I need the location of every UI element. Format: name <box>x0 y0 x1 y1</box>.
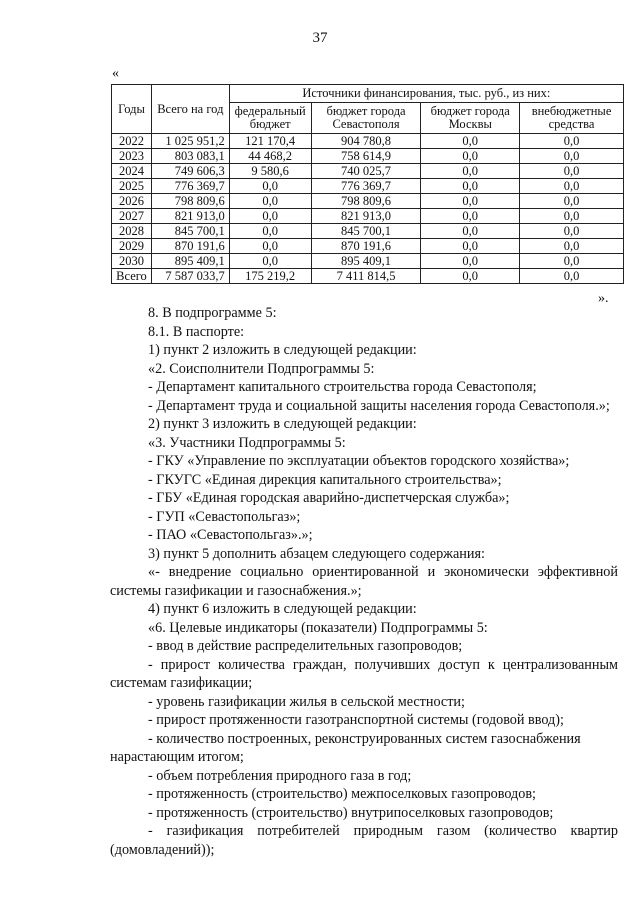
cell-city-budget: 845 700,1 <box>311 224 421 239</box>
cell-federal: 0,0 <box>229 194 311 209</box>
cell-federal: 9 580,6 <box>229 164 311 179</box>
paragraph: «- внедрение социально ориентированной и экономически эффективной системы газификации и газоснабжения.»; <box>110 564 618 599</box>
cell-moscow-budget: 0,0 <box>421 269 520 284</box>
cell-year: 2025 <box>112 179 152 194</box>
cell-federal: 0,0 <box>229 239 311 254</box>
cell-year: 2027 <box>112 209 152 224</box>
cell-extrabudgetary: 0,0 <box>520 149 624 164</box>
cell-city-budget: 904 780,8 <box>311 134 421 149</box>
paragraph: - ГУП «Севастопольгаз»; <box>148 508 301 525</box>
table-row <box>112 149 624 164</box>
paragraph: - уровень газификации жилья в сельской местности; <box>148 693 465 710</box>
cell-moscow-budget: 0,0 <box>421 164 520 179</box>
paragraph: - количество построенных, реконструированных систем газоснабжения нарастающим итогом; <box>110 730 581 765</box>
paragraph: - ГКУГС «Единая дирекция капитального строительства»; <box>148 471 502 488</box>
paragraph: - протяженность (строительство) межпоселковых газопроводов; <box>148 786 537 802</box>
cell-extrabudgetary: 0,0 <box>520 254 624 269</box>
cell-year: 2028 <box>112 224 152 239</box>
cell-total: 749 606,3 <box>151 164 229 179</box>
header-years: Годы <box>112 85 152 134</box>
cell-total: 798 809,6 <box>151 194 229 209</box>
header-city-budget: бюджет города Севастополя <box>311 103 421 134</box>
header-moscow-budget: бюджет города Москвы <box>421 103 520 134</box>
cell-total: 803 083,1 <box>151 149 229 164</box>
paragraph: 1) пункт 2 изложить в следующей редакции: <box>148 342 417 358</box>
paragraph: 4) пункт 6 изложить в следующей редакции: <box>148 601 417 617</box>
cell-federal: 0,0 <box>229 179 311 194</box>
cell-federal: 44 468,2 <box>229 149 311 164</box>
cell-moscow-budget: 0,0 <box>421 239 520 254</box>
page-number: 37 <box>312 30 328 46</box>
cell-extrabudgetary: 0,0 <box>520 164 624 179</box>
cell-extrabudgetary: 0,0 <box>520 239 624 254</box>
paragraph: «3. Участники Подпрограммы 5: <box>148 434 346 451</box>
cell-extrabudgetary: 0,0 <box>520 209 624 224</box>
paragraph: - газификация потребителей природным газом (количество квартир (домовладений)); <box>110 823 618 858</box>
cell-federal: 121 170,4 <box>229 134 311 149</box>
cell-total: 821 913,0 <box>151 209 229 224</box>
cell-moscow-budget: 0,0 <box>421 224 520 239</box>
table-row <box>112 239 624 254</box>
cell-total: 776 369,7 <box>151 179 229 194</box>
header-extrabudgetary: внебюджетные средства <box>520 103 624 134</box>
cell-moscow-budget: 0,0 <box>421 209 520 224</box>
table-row <box>112 224 624 239</box>
table-row <box>112 269 624 284</box>
paragraph: - ввод в действие распределительных газопроводов; <box>148 638 463 654</box>
cell-year: 2024 <box>112 164 152 179</box>
cell-total: 7 587 033,7 <box>151 269 229 284</box>
cell-moscow-budget: 0,0 <box>421 194 520 209</box>
table-row <box>112 194 624 209</box>
table-row <box>112 254 624 269</box>
cell-city-budget: 740 025,7 <box>311 164 421 179</box>
paragraph: - ГКУ «Управление по эксплуатации объектов городского хозяйства»; <box>148 453 570 469</box>
cell-year: 2029 <box>112 239 152 254</box>
table-row <box>112 179 624 194</box>
cell-extrabudgetary: 0,0 <box>520 179 624 194</box>
paragraph: - ПАО «Севастопольгаз».»; <box>148 527 313 543</box>
cell-year: 2023 <box>112 149 152 164</box>
cell-total: 845 700,1 <box>151 224 229 239</box>
paragraph: - Департамент труда и социальной защиты населения города Севастополя.»; <box>148 397 610 414</box>
cell-federal: 0,0 <box>229 224 311 239</box>
paragraph: 8. В подпрограмме 5: <box>148 305 277 321</box>
cell-extrabudgetary: 0,0 <box>520 269 624 284</box>
cell-year: 2030 <box>112 254 152 269</box>
cell-city-budget: 821 913,0 <box>311 209 421 224</box>
table-body <box>112 134 624 284</box>
cell-city-budget: 798 809,6 <box>311 194 421 209</box>
table-row <box>112 209 624 224</box>
paragraph: - протяженность (строительство) внутрипоселковых газопроводов; <box>148 804 554 821</box>
cell-extrabudgetary: 0,0 <box>520 134 624 149</box>
cell-year: 2026 <box>112 194 152 209</box>
opening-quote: « <box>112 66 119 81</box>
cell-moscow-budget: 0,0 <box>421 134 520 149</box>
paragraph: - прирост протяженности газотранспортной системы (годовой ввод); <box>148 712 564 728</box>
cell-city-budget: 758 614,9 <box>311 149 421 164</box>
paragraph: «2. Соисполнители Подпрограммы 5: <box>148 360 375 377</box>
cell-city-budget: 776 369,7 <box>311 179 421 194</box>
financing-table <box>111 84 624 284</box>
paragraph: 2) пункт 3 изложить в следующей редакции: <box>148 416 417 432</box>
table-row <box>112 164 624 179</box>
paragraph: - объем потребления природного газа в год; <box>148 767 412 784</box>
paragraph: 8.1. В паспорте: <box>148 323 245 340</box>
cell-total: 1 025 951,2 <box>151 134 229 149</box>
paragraph: - прирост количества граждан, получивших доступ к централизованным системам газификации; <box>110 656 618 691</box>
cell-moscow-budget: 0,0 <box>421 254 520 269</box>
paragraph: 3) пункт 5 дополнить абзацем следующего содержания: <box>148 545 485 562</box>
cell-federal: 0,0 <box>229 254 311 269</box>
paragraph: - ГБУ «Единая городская аварийно-диспетчерская служба»; <box>148 490 510 506</box>
cell-federal: 175 219,2 <box>229 269 311 284</box>
paragraph: «6. Целевые индикаторы (показатели) Подпрограммы 5: <box>148 619 488 636</box>
cell-city-budget: 870 191,6 <box>311 239 421 254</box>
cell-year: 2022 <box>112 134 152 149</box>
cell-total: 870 191,6 <box>151 239 229 254</box>
cell-extrabudgetary: 0,0 <box>520 194 624 209</box>
header-sources: Источники финансирования, тыс. руб., из них: <box>229 85 623 103</box>
document-body <box>110 304 618 859</box>
cell-extrabudgetary: 0,0 <box>520 224 624 239</box>
cell-total: 895 409,1 <box>151 254 229 269</box>
cell-city-budget: 895 409,1 <box>311 254 421 269</box>
paragraph: - Департамент капитального строительства города Севастополя; <box>148 379 537 395</box>
header-federal: федеральный бюджет <box>229 103 311 134</box>
cell-moscow-budget: 0,0 <box>421 179 520 194</box>
table-row <box>112 134 624 149</box>
closing-quote: ». <box>598 291 609 306</box>
cell-moscow-budget: 0,0 <box>421 149 520 164</box>
cell-city-budget: 7 411 814,5 <box>311 269 421 284</box>
cell-federal: 0,0 <box>229 209 311 224</box>
cell-year: Всего <box>112 269 152 284</box>
header-total: Всего на год <box>151 85 229 134</box>
